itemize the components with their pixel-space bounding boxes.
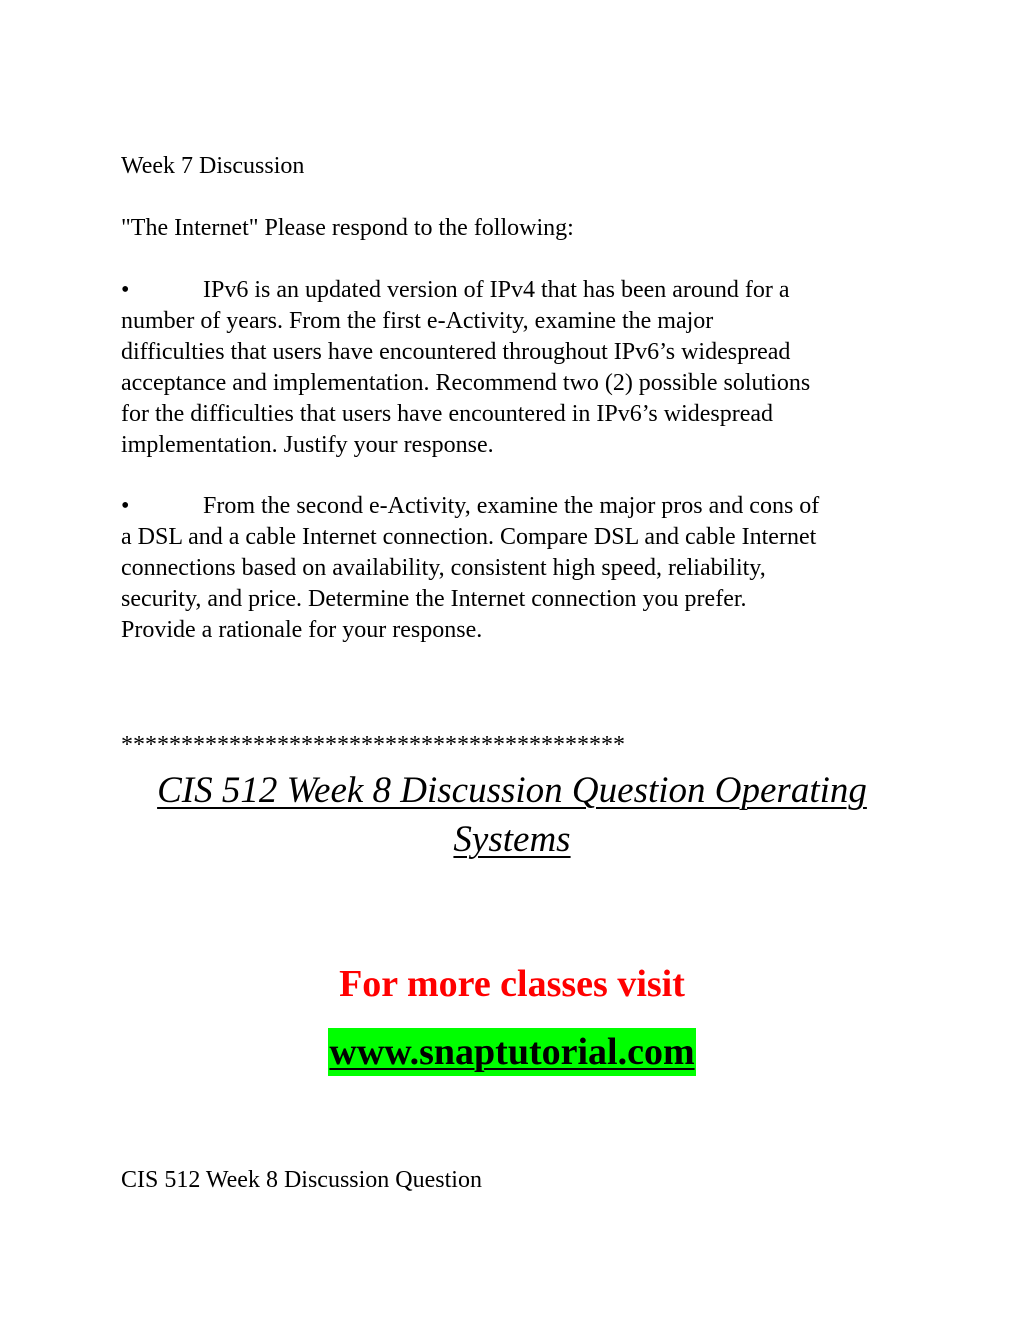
bullet-mark: • <box>121 493 130 519</box>
section-heading[interactable]: CIS 512 Week 8 Discussion Question Operating <box>157 770 867 811</box>
bullet-line: connections based on availability, consistent high speed, reliability, <box>121 555 766 581</box>
bullet-item-dsl-cable <box>121 491 906 646</box>
bullet-line: number of years. From the first e-Activity, examine the major <box>121 308 714 334</box>
promo-link[interactable]: www.snaptutorial.com <box>328 1028 695 1076</box>
bullet-line: for the difficulties that users have encountered in IPv6’s widespread <box>121 401 774 427</box>
bullet-line: Provide a rationale for your response. <box>121 617 483 643</box>
bullet-mark: • <box>121 277 130 303</box>
bullet-item-ipv6 <box>121 275 906 461</box>
bullet-line: a DSL and a cable Internet connection. Compare DSL and cable Internet <box>121 524 817 550</box>
bullet-line: implementation. Justify your response. <box>121 432 494 458</box>
prompt-intro: "The Internet" Please respond to the following: <box>121 215 574 241</box>
bullet-line: IPv6 is an updated version of IPv4 that has been around for a <box>203 277 790 303</box>
section-heading-continued[interactable]: Systems <box>453 819 571 860</box>
bullet-line: security, and price. Determine the Internet connection you prefer. <box>121 586 747 612</box>
footer-title: CIS 512 Week 8 Discussion Question <box>121 1167 482 1193</box>
bullet-line: acceptance and implementation. Recommend two (2) possible solutions <box>121 370 811 396</box>
week-title: Week 7 Discussion <box>121 153 305 179</box>
bullet-line: difficulties that users have encountered throughout IPv6’s widespread <box>121 339 791 365</box>
promo-link-container <box>0 1028 1024 1076</box>
separator-stars: ****************************************** <box>121 732 625 758</box>
bullet-line: From the second e-Activity, examine the major pros and cons of <box>203 493 820 519</box>
promo-text: For more classes visit <box>339 963 685 1005</box>
